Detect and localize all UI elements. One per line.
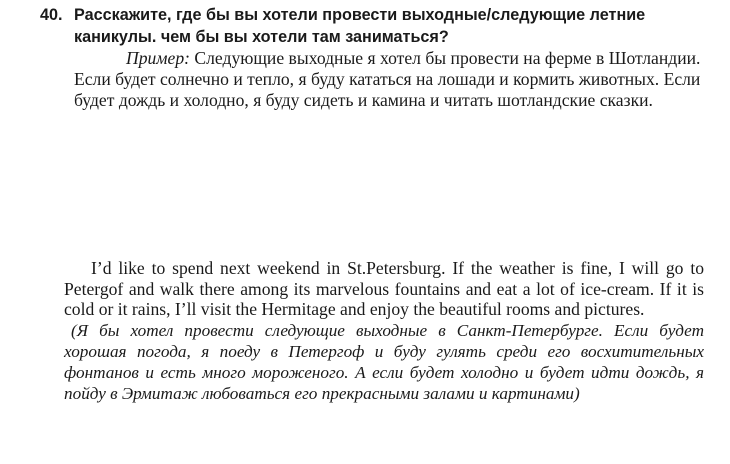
answer-russian-translation: (Я бы хотел провести следующие выходные в Санкт-Петербурге. Если будет хорошая погода, я поеду в Петергоф и буду гулять среди его восхитительных фонтанов и есть много мороженого. А если будет холодно и будет идти дождь, я пойду в Эрмитаж любоваться его прекрасными залами и картинами) [64,320,704,403]
example-label: Пример: [126,48,190,68]
task-heading [40,4,710,48]
answer-block [64,258,704,404]
example-paragraph [40,48,710,111]
task-number: 40. [40,6,63,24]
task-block [40,4,710,111]
task-title: Расскажите, где бы вы хотели провести выходные/следующие летние каникулы. чем бы вы хотели там заниматься? [74,6,646,46]
answer-english: I’d like to spend next weekend in St.Petersburg. If the weather is fine, I will go to Petergof and walk there among its marvelous fountains and eat a lot of ice-cream. If it is cold or it rains, I’ll visit the Hermitage and enjoy the beautiful rooms and pictures. [64,258,704,319]
example-text: Следующие выходные я хотел бы провести на ферме в Шотландии. Если будет солнечно и тепло, я буду кататься на лошади и кормить животных. Если будет дождь и холодно, я буду сидеть и камина и читать шотландские сказки. [74,48,701,110]
